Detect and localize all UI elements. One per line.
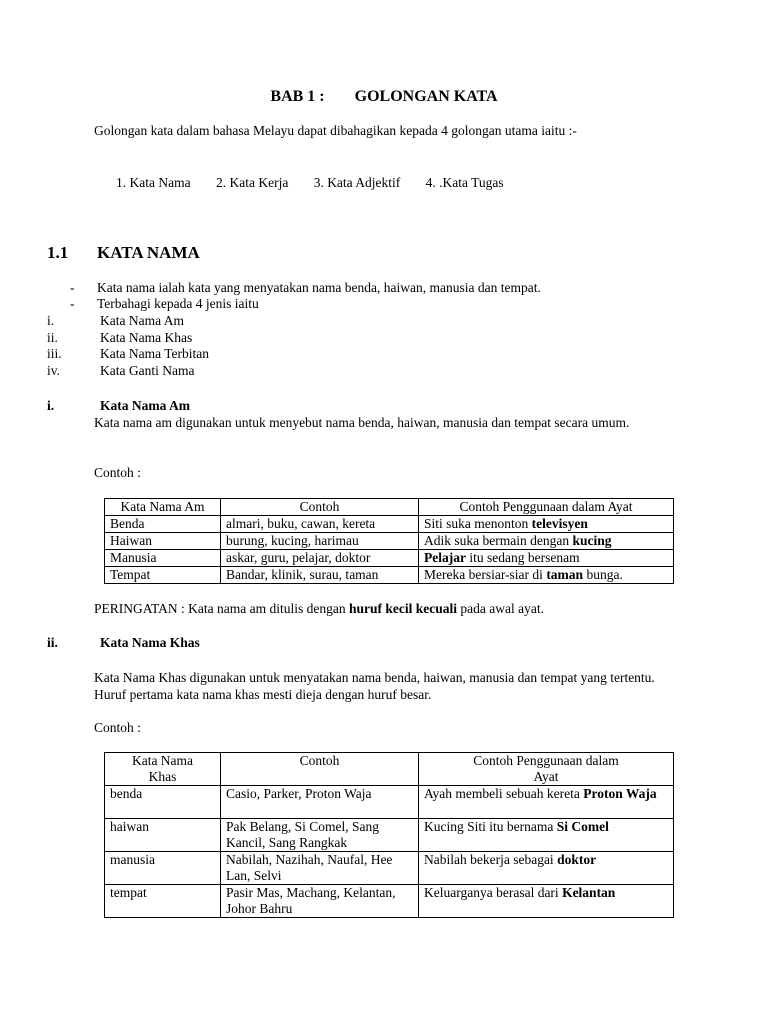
ayat-bold: kucing	[572, 533, 612, 548]
cell-jenis: Manusia	[105, 550, 221, 567]
table-row	[105, 533, 674, 550]
table-row	[105, 852, 674, 885]
cell-contoh: Bandar, klinik, surau, taman	[221, 567, 419, 584]
table-row	[105, 885, 674, 918]
golongan-list	[116, 175, 526, 191]
cell-jenis: Tempat	[105, 567, 221, 584]
ayat-text: Kucing Siti itu bernama	[424, 819, 557, 834]
section-title: KATA NAMA	[97, 243, 200, 262]
section-number: 1.1	[47, 243, 69, 262]
cell-contoh: almari, buku, cawan, kereta	[221, 516, 419, 533]
bullet-dash: -	[70, 280, 75, 295]
cell-contoh: Pak Belang, Si Comel, Sang Kancil, Sang Rangkak	[221, 819, 419, 852]
table-header-cell	[105, 753, 221, 786]
ayat-text: itu sedang bersenam	[465, 550, 580, 565]
ayat-bold: taman	[546, 567, 584, 582]
table-header: Contoh	[221, 499, 419, 516]
cell-contoh: burung, kucing, harimau	[221, 533, 419, 550]
golongan-item: 4. .Kata Tugas	[425, 175, 504, 190]
chapter-name: GOLONGAN KATA	[354, 88, 498, 105]
subsection-desc: Kata Nama Khas digunakan untuk menyatakan nama benda, haiwan, manusia dan tempat yang tertentu. Huruf pertama kata nama khas mesti dieja dengan huruf besar.	[94, 670, 655, 702]
golongan-item: 1. Kata Nama	[116, 175, 191, 190]
cell-ayat	[419, 852, 674, 885]
table-row	[105, 819, 674, 852]
ayat-text: Adik suka bermain dengan	[424, 533, 573, 548]
cell-contoh: Nabilah, Nazihah, Naufal, Hee Lan, Selvi	[221, 852, 419, 885]
cell-contoh: askar, guru, pelajar, doktor	[221, 550, 419, 567]
cell-jenis: manusia	[105, 852, 221, 885]
jenis-roman: i.	[47, 313, 55, 328]
ayat-text: Keluarganya berasal dari	[424, 885, 563, 900]
peringatan-text: pada awal ayat.	[457, 601, 544, 616]
table-row	[105, 516, 674, 533]
jenis-label: Kata Nama Terbitan	[100, 346, 210, 361]
jenis-label: Kata Nama Am	[100, 313, 184, 328]
peringatan-text: PERINGATAN : Kata nama am ditulis dengan	[94, 601, 349, 616]
table-header: Contoh Penggunaan dalam Ayat	[473, 753, 619, 784]
table-header-row	[105, 499, 674, 516]
cell-contoh: Casio, Parker, Proton Waja	[221, 786, 419, 819]
ayat-bold: Proton Waja	[583, 786, 657, 801]
ayat-text: bunga.	[583, 567, 623, 582]
bullet-text: Kata nama ialah kata yang menyatakan nama benda, haiwan, manusia dan tempat.	[97, 280, 541, 295]
subsection-roman: ii.	[47, 635, 58, 650]
subsection-title: Kata Nama Am	[100, 398, 190, 413]
table-header: Contoh Penggunaan dalam Ayat	[419, 499, 674, 516]
chapter-number: BAB 1 :	[270, 88, 325, 105]
ayat-text: Nabilah bekerja sebagai	[424, 852, 558, 867]
kata-nama-khas-table	[104, 752, 674, 918]
cell-ayat	[419, 516, 674, 533]
table-row	[105, 786, 674, 819]
jenis-roman: iv.	[47, 363, 60, 378]
golongan-item: 2. Kata Kerja	[215, 175, 289, 190]
table-row	[105, 567, 674, 584]
bullet-text: Terbahagi kepada 4 jenis iaitu	[97, 296, 259, 311]
cell-jenis: Benda	[105, 516, 221, 533]
cell-ayat	[419, 533, 674, 550]
ayat-bold: Si Comel	[556, 819, 609, 834]
ayat-text: Ayah membeli sebuah kereta	[424, 786, 584, 801]
golongan-item: 3. Kata Adjektif	[313, 175, 401, 190]
subsection-title: Kata Nama Khas	[100, 635, 200, 650]
cell-ayat	[419, 786, 674, 819]
table-row	[105, 550, 674, 567]
jenis-label: Kata Nama Khas	[100, 330, 193, 345]
jenis-roman: iii.	[47, 346, 62, 361]
cell-ayat	[419, 567, 674, 584]
cell-ayat	[419, 885, 674, 918]
cell-ayat	[419, 819, 674, 852]
table-header: Kata Nama Am	[105, 499, 221, 516]
contoh-label: Contoh :	[94, 720, 141, 735]
cell-ayat	[419, 550, 674, 567]
jenis-roman: ii.	[47, 330, 58, 345]
table-header: Contoh	[299, 753, 340, 768]
intro-text: Golongan kata dalam bahasa Melayu dapat dibahagikan kepada 4 golongan utama iaitu :-	[94, 123, 577, 138]
table-header: Kata Nama Khas	[131, 753, 194, 784]
bullet-dash: -	[70, 296, 75, 311]
peringatan-note	[94, 601, 544, 617]
subsection-roman: i.	[47, 398, 55, 413]
ayat-bold: Pelajar	[424, 550, 466, 565]
ayat-text: Mereka bersiar-siar di	[424, 567, 547, 582]
cell-contoh: Pasir Mas, Machang, Kelantan, Johor Bahru	[221, 885, 419, 918]
cell-jenis: benda	[105, 786, 221, 819]
cell-jenis: tempat	[105, 885, 221, 918]
peringatan-bold: huruf kecil kecuali	[349, 601, 458, 616]
cell-jenis: Haiwan	[105, 533, 221, 550]
cell-jenis: haiwan	[105, 819, 221, 852]
jenis-label: Kata Ganti Nama	[100, 363, 195, 378]
ayat-bold: Kelantan	[562, 885, 616, 900]
table-header-row	[105, 753, 674, 786]
subsection-desc: Kata nama am digunakan untuk menyebut nama benda, haiwan, manusia dan tempat secara umum.	[94, 415, 630, 430]
ayat-bold: doktor	[557, 852, 597, 867]
ayat-bold: televisyen	[531, 516, 588, 531]
contoh-label: Contoh :	[94, 465, 141, 480]
table-header-cell	[419, 753, 674, 786]
ayat-text: Siti suka menonton	[424, 516, 532, 531]
table-header-cell	[221, 753, 419, 786]
kata-nama-am-table	[104, 498, 674, 584]
chapter-title	[0, 88, 768, 106]
